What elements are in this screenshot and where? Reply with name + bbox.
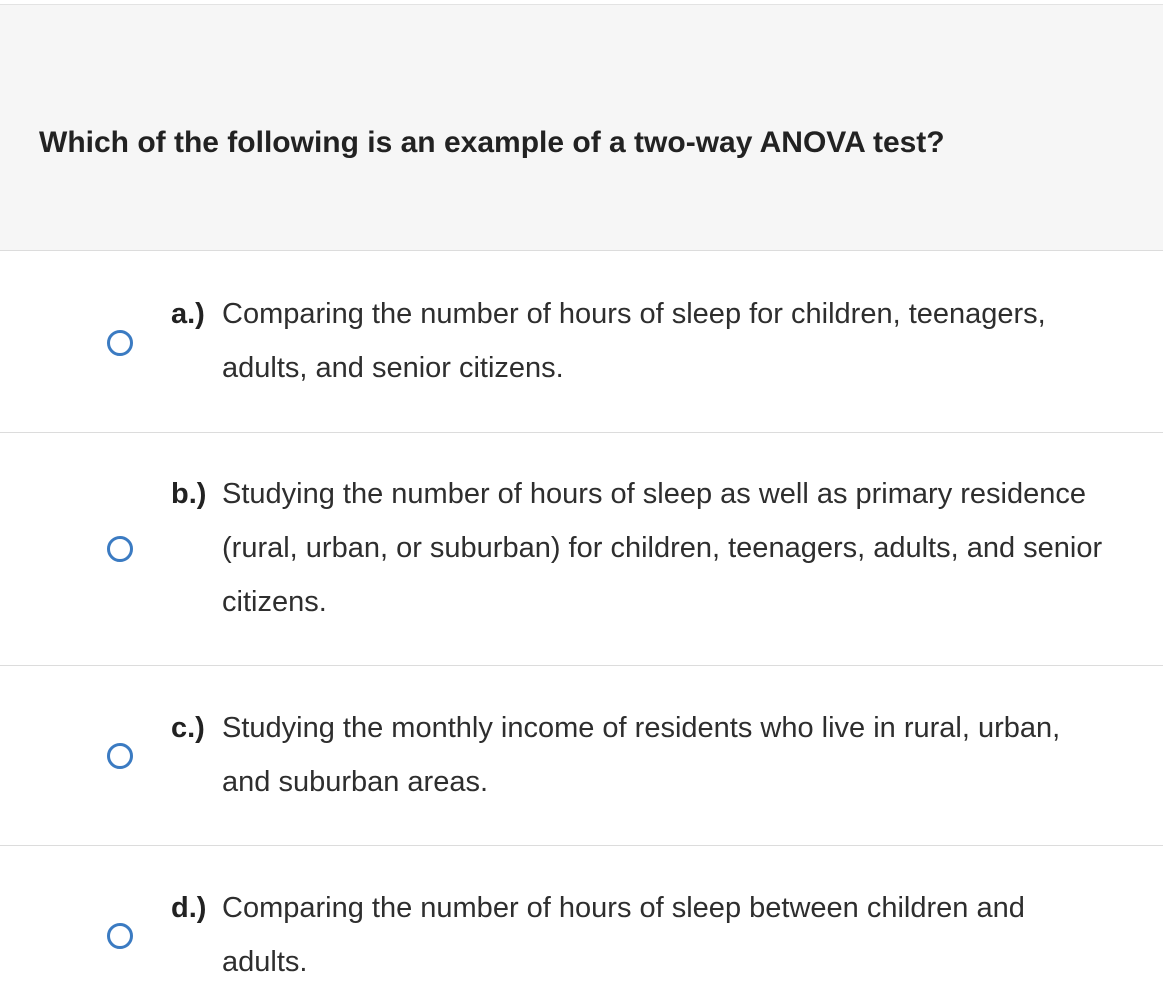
option-letter-b: b.) <box>171 478 207 510</box>
answer-option-a[interactable] <box>0 252 1163 433</box>
radio-button-b[interactable] <box>107 536 133 562</box>
option-letter-a: a.) <box>171 298 205 330</box>
question-text: Which of the following is an example of a two-way ANOVA test? <box>39 126 945 159</box>
option-content-d <box>171 881 1131 989</box>
radio-button-c[interactable] <box>107 743 133 769</box>
option-text-c: Studying the monthly income of residents who live in rural, urban, and suburban areas. <box>222 712 1061 798</box>
answer-option-b[interactable] <box>0 433 1163 666</box>
option-content-c <box>171 701 1131 809</box>
option-text-b: Studying the number of hours of sleep as well as primary residence (rural, urban, or suburban) for children, teenagers, adults, and senior citizens. <box>222 478 1103 618</box>
answer-option-c[interactable] <box>0 666 1163 846</box>
option-content-b <box>171 467 1131 629</box>
option-content-a <box>171 287 1131 395</box>
radio-button-d[interactable] <box>107 923 133 949</box>
answer-option-d[interactable] <box>0 846 1163 1007</box>
radio-button-a[interactable] <box>107 330 133 356</box>
option-letter-d: d.) <box>171 892 207 924</box>
option-text-a: Comparing the number of hours of sleep for children, teenagers, adults, and senior citizens. <box>222 298 1046 384</box>
option-letter-c: c.) <box>171 712 205 744</box>
question-panel <box>0 5 1163 251</box>
option-text-d: Comparing the number of hours of sleep between children and adults. <box>222 892 1025 978</box>
